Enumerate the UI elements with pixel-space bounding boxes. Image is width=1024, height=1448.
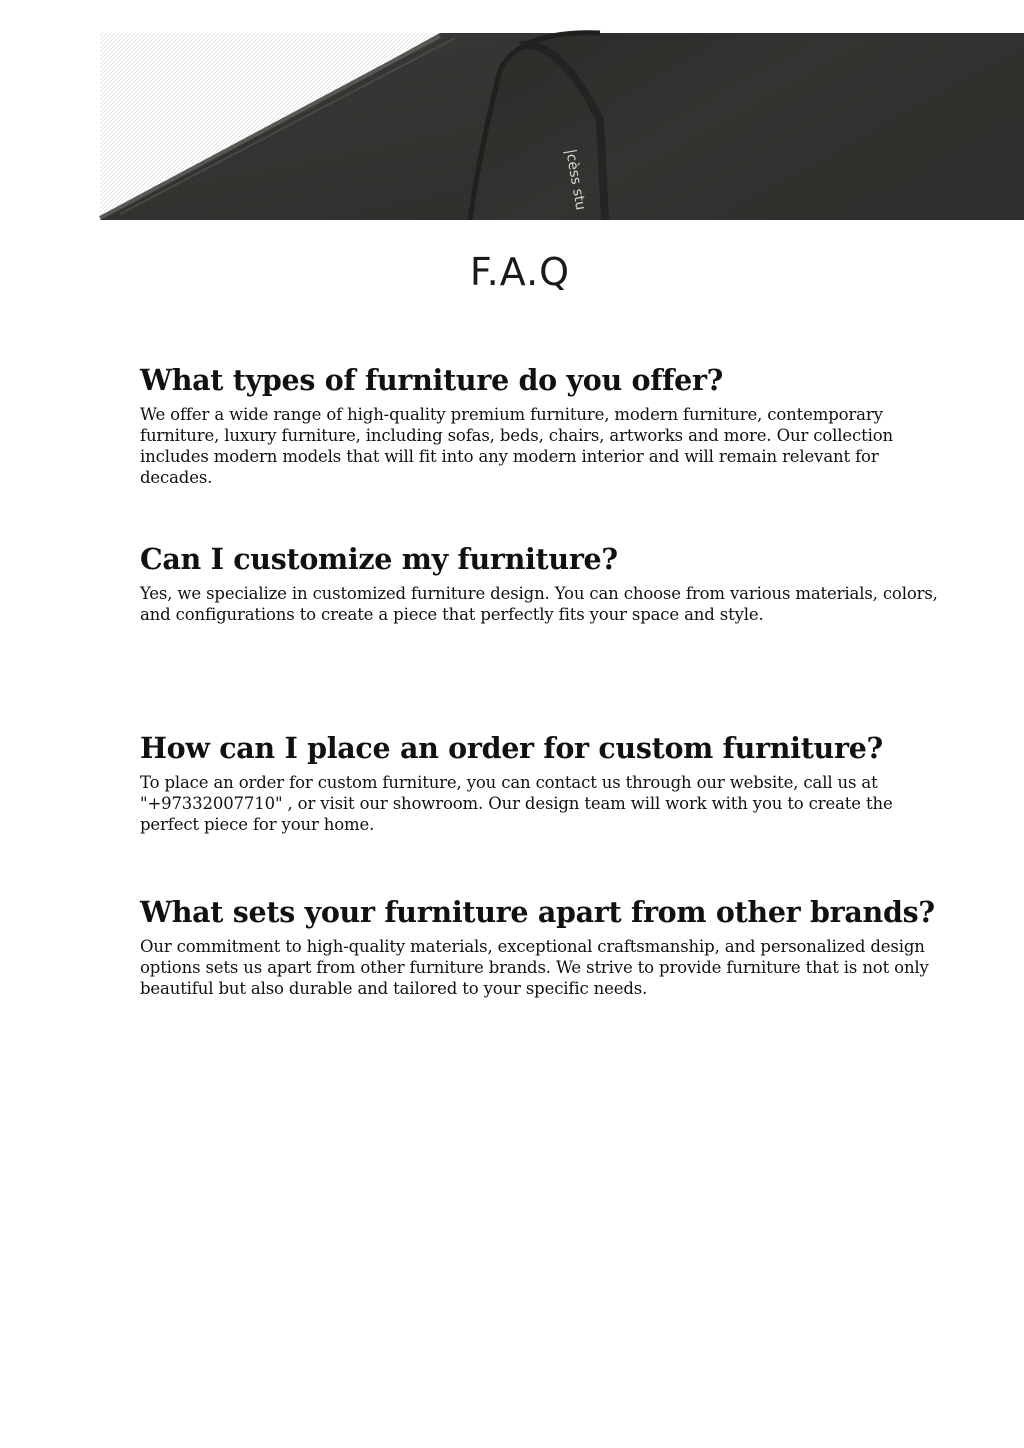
faq-answer: We offer a wide range of high-quality premium furniture, modern furniture, contemporary furniture, luxury furniture, including sofas, beds, chairs, artworks and more. Our collection includes modern models that will fit into any modern interior and will remain relevant for decades.	[140, 405, 893, 487]
sofa-cushion-photo	[0, 0, 1024, 220]
faq-answer: To place an order for custom furniture, you can contact us through our website, call us at "+97332007710" , or visit our showroom. Our design team will work with you to create the perfect piece for your home.	[140, 773, 893, 834]
faq-answer: Our commitment to high-quality materials, exceptional craftsmanship, and personalized design options sets us apart from other furniture brands. We strive to provide furniture that is not only beautiful but also durable and tailored to your specific needs.	[140, 937, 929, 998]
faq-item	[140, 730, 940, 835]
hero-tag-text: |cèss stu	[562, 147, 589, 212]
faq-question: Can I customize my furniture?	[140, 542, 618, 576]
page-title: F.A.Q	[469, 250, 571, 294]
faq-item	[140, 894, 940, 999]
faq-question: What sets your furniture apart from other brands?	[140, 895, 935, 929]
hero-image	[0, 0, 1024, 220]
faq-item	[140, 541, 940, 625]
faq-question: What types of furniture do you offer?	[140, 363, 724, 397]
faq-question: How can I place an order for custom furniture?	[140, 731, 883, 765]
faq-item	[140, 362, 940, 488]
faq-answer: Yes, we specialize in customized furniture design. You can choose from various materials, colors, and configurations to create a piece that perfectly fits your space and style.	[140, 584, 938, 624]
